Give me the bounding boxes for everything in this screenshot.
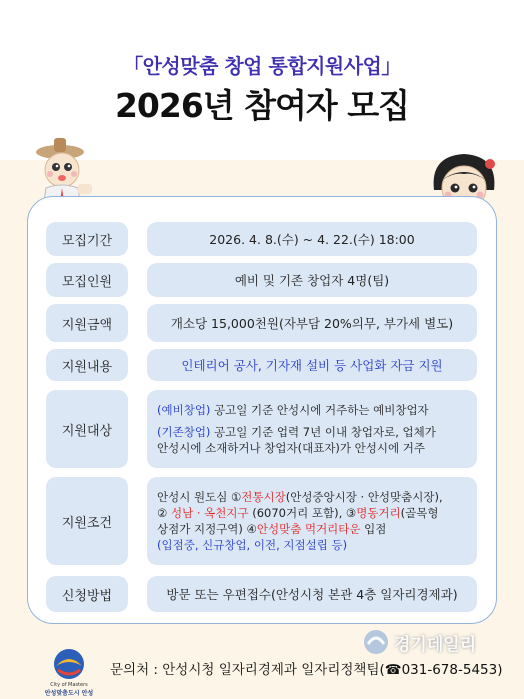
condition-line-1 [157,489,469,505]
row-label: 지원조건 [46,477,128,565]
info-row-period [46,222,478,256]
row-label: 모집기간 [46,222,128,256]
row-label: 지원금액 [46,304,128,342]
condition-text: 상점가 지정구역) ④ [157,522,257,536]
info-row-headcount [46,263,478,297]
condition-highlight: 성남 · 옥천지구 [170,506,249,520]
pre-startup-text: 공고일 기준 안성시에 거주하는 예비창업자 [210,403,429,417]
existing-startup-text-1: 공고일 기준 업력 7년 이내 창업자로, 업체가 [210,425,436,439]
watermark-text: 경기데일리 [394,634,477,655]
info-row-target [46,390,478,468]
info-row-condition [46,477,478,565]
info-row-apply [46,576,478,612]
condition-highlight: 전통시장 [241,490,286,504]
row-value: 방문 또는 우편접수(안성시청 본관 4층 일자리경제과) [147,576,477,612]
info-row-amount [46,304,478,342]
target-pre-line [157,402,469,418]
condition-line-4: (입점중, 신규창업, 이전, 지점설립 등) [157,538,348,552]
logo-bottom-text: 안성맞춤도시 안성 [44,690,94,697]
condition-highlight: 안성맞춤 먹거리타운 [256,522,361,536]
poster-title: 2026년 참여자 모집 [114,86,410,125]
watermark [362,622,524,662]
logo-top-text: City of Masters [50,682,88,688]
poster-subtitle: 「안성맞춤 창업 통합지원사업」 [123,54,401,78]
row-value [147,390,477,468]
info-row-content [46,349,478,381]
row-value: 2026. 4. 8.(수) ~ 4. 22.(수) 18:00 [147,222,477,256]
row-label: 지원내용 [46,349,128,381]
target-exist-line-1 [157,424,469,440]
condition-text: 안성시 원도심 ① [157,490,242,504]
row-value [147,477,477,565]
anseong-city-logo-icon [40,644,98,698]
row-label: 모집인원 [46,263,128,297]
row-label: 신청방법 [46,576,128,612]
existing-startup-text-2: 안성시에 소재하거나 창업자(대표자)가 안성시에 거주 [157,441,425,455]
condition-text: 입점 [360,522,387,536]
condition-text: ② [157,506,171,520]
contact-text: 문의처 : 안성시청 일자리경제과 일자리정책팀(☎031-678-5453) [110,662,503,678]
condition-text: (안성중앙시장 · 안성맞춤시장), [285,490,443,504]
row-value: 인테리어 공사, 기자재 설비 등 사업화 자금 지원 [147,349,477,381]
condition-highlight: 명동거리 [356,506,401,520]
existing-startup-tag: (기존창업) [157,425,211,439]
condition-line-3 [157,521,469,537]
row-label: 지원대상 [46,390,128,468]
row-value: 예비 및 기존 창업자 4명(팀) [147,263,477,297]
row-value: 개소당 15,000천원(자부담 20%의무, 부가세 별도) [147,304,477,342]
condition-text: (6070거리 포함), ③ [248,506,357,520]
pre-startup-tag: (예비창업) [157,403,211,417]
condition-text: (골목형 [400,506,439,520]
watermark-logo-icon [362,628,390,656]
condition-line-2 [157,505,469,521]
